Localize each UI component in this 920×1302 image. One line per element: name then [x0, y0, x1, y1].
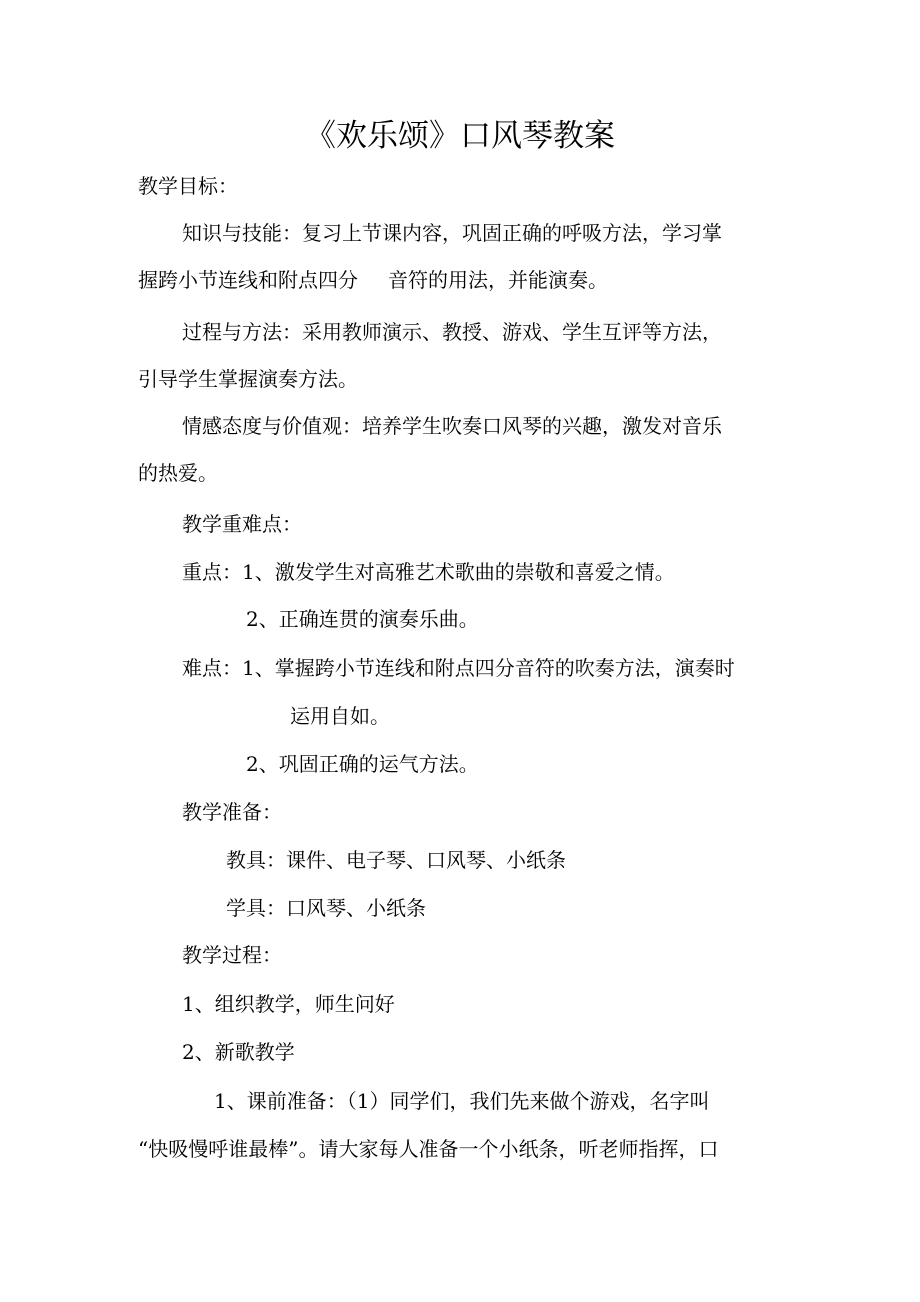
teacher-tools: 教具：课件、电子琴、口风琴、小纸条 [226, 848, 566, 872]
key-points-heading: 教学重难点： [182, 512, 302, 536]
objectives-heading: 教学目标： [138, 174, 238, 198]
preparation-heading: 教学准备： [182, 800, 282, 824]
difficulty-1-line-2: 运用自如。 [290, 704, 390, 728]
difficulty-2: 2、巩固正确的运气方法。 [246, 752, 479, 776]
process-step-1: 1、组织教学，师生问好 [182, 992, 395, 1016]
process-step-2: 2、新歌教学 [182, 1040, 295, 1064]
sub-step-1-line-1: 1、课前准备：（1）同学们，我们先来做个游戏，名字叫 [214, 1089, 710, 1113]
process-heading: 教学过程： [182, 943, 282, 967]
knowledge-line-1: 知识与技能：复习上节课内容，巩固正确的呼吸方法，学习掌 [182, 221, 722, 245]
knowledge-line-2 [138, 268, 608, 292]
process-method-line-1: 过程与方法：采用教师演示、教授、游戏、学生互评等方法， [182, 320, 722, 344]
process-method-line-2: 引导学生掌握演奏方法。 [138, 367, 358, 391]
knowledge-line-2b: 音符的用法，并能演奏。 [388, 268, 608, 292]
key-point-2: 2、正确连贯的演奏乐曲。 [246, 607, 479, 631]
emotion-line-2: 的热爱。 [138, 461, 218, 485]
difficulty-1-line-1: 难点：1、掌握跨小节连线和附点四分音符的吹奏方法，演奏时 [182, 656, 735, 680]
key-point-1: 重点：1、激发学生对高雅艺术歌曲的崇敬和喜爱之情。 [182, 560, 675, 584]
emotion-line-1: 情感态度与价值观：培养学生吹奏口风琴的兴趣，激发对音乐 [182, 414, 722, 438]
sub-step-1-line-2: “快吸慢呼谁最棒”。请大家每人准备一个小纸条，听老师指挥，口 [138, 1137, 719, 1161]
document-title: 《欢乐颂》口风琴教案 [305, 118, 615, 154]
knowledge-line-2a: 握跨小节连线和附点四分 [138, 268, 358, 292]
student-tools: 学具：口风琴、小纸条 [226, 896, 426, 920]
